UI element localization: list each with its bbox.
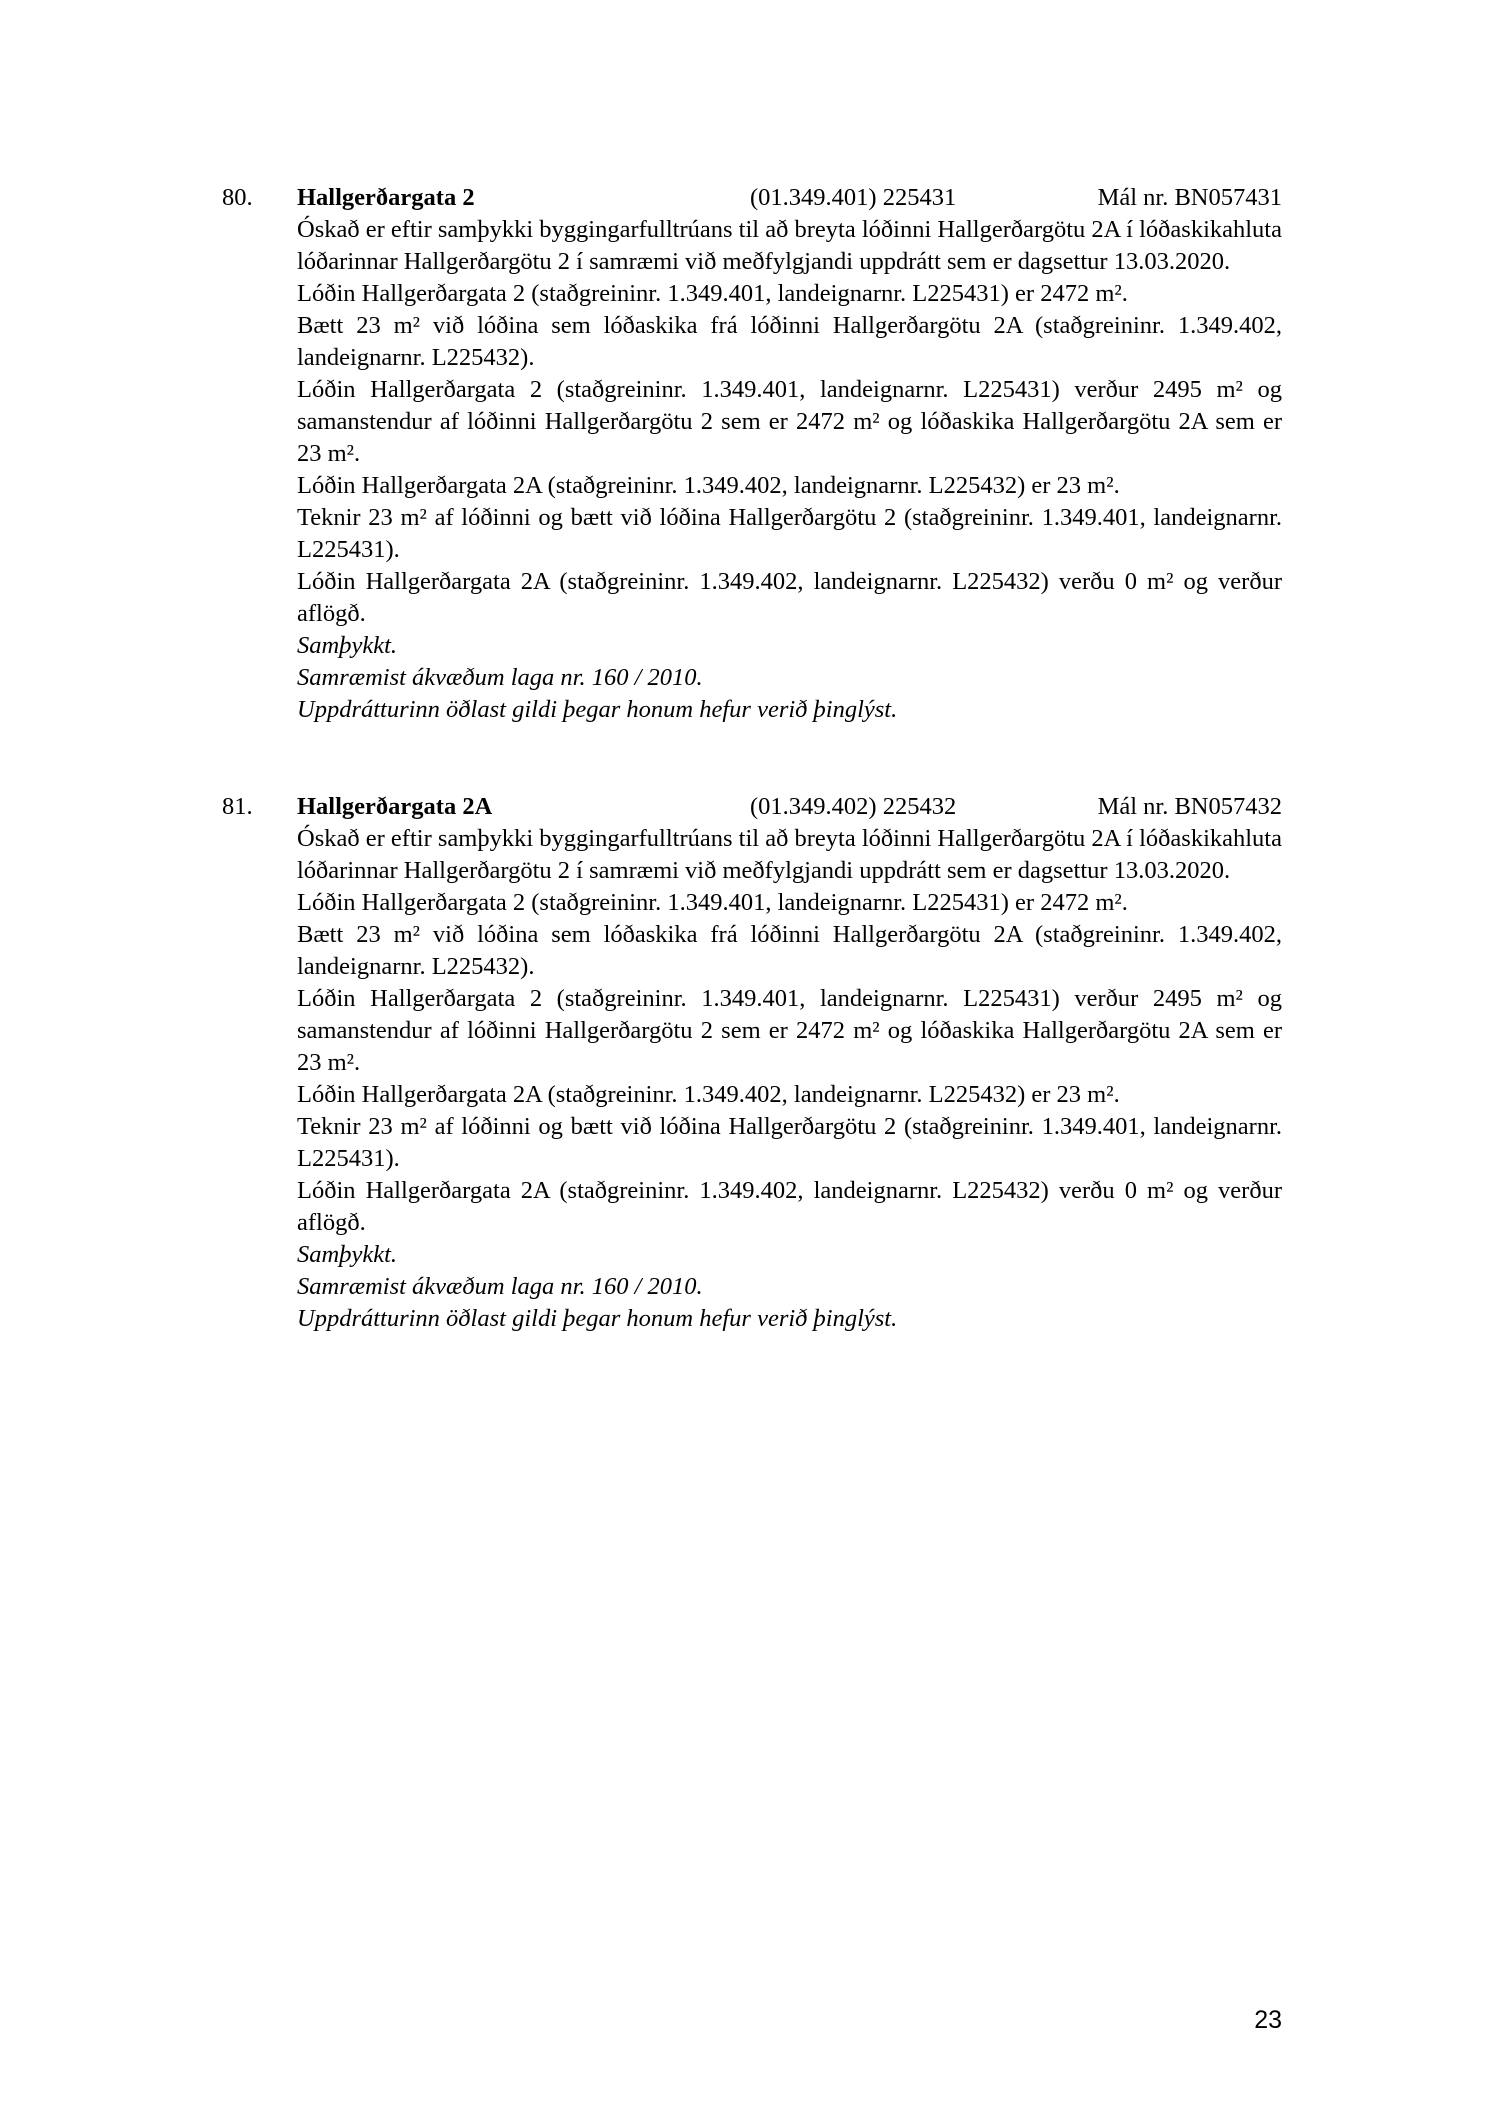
case-paragraph: Lóðin Hallgerðargata 2A (staðgreininr. 1.349.402, landeignarnr. L225432) verðu 0 m² og verður aflögð.	[297, 568, 1282, 627]
case-body	[297, 823, 1282, 1335]
case-paragraph: Lóðin Hallgerðargata 2A (staðgreininr. 1.349.402, landeignarnr. L225432) verðu 0 m² og verður aflögð.	[297, 1177, 1282, 1236]
case-paragraph: Teknir 23 m² af lóðinni og bætt við lóðina Hallgerðargötu 2 (staðgreininr. 1.349.401, landeignarnr. L225431).	[297, 504, 1282, 563]
case-number: 80.	[222, 184, 253, 211]
case-entry-80	[222, 182, 1282, 726]
page-number: 23	[1254, 2006, 1282, 2034]
case-paragraph: Lóðin Hallgerðargata 2 (staðgreininr. 1.349.401, landeignarnr. L225431) er 2472 m².	[297, 889, 1128, 916]
case-file-number: Mál nr. BN057432	[1097, 793, 1282, 820]
case-file-number: Mál nr. BN057431	[1097, 184, 1282, 211]
case-paragraph: Óskað er eftir samþykki byggingarfulltrúans til að breyta lóðinni Hallgerðargötu 2A í lóðaskikahluta lóðarinnar Hallgerðargötu 2 í samræmi við meðfylgjandi uppdrátt sem er dagsettur 13.03.2020.	[297, 825, 1282, 884]
decision-approved: Samþykkt.	[297, 1241, 397, 1268]
case-paragraph: Lóðin Hallgerðargata 2 (staðgreininr. 1.349.401, landeignarnr. L225431) verður 2495 m² og samanstendur af lóðinni Hallgerðargötu 2 sem er 2472 m² og lóðaskika Hallgerðargötu 2A sem er 23 m².	[297, 985, 1282, 1076]
case-header	[222, 791, 1282, 823]
case-reference: (01.349.402) 225432	[750, 793, 957, 820]
case-number: 81.	[222, 793, 253, 820]
case-paragraph: Bætt 23 m² við lóðina sem lóðaskika frá lóðinni Hallgerðargötu 2A (staðgreininr. 1.349.402, landeignarnr. L225432).	[297, 312, 1282, 371]
decision-registration-note: Uppdrátturinn öðlast gildi þegar honum hefur verið þinglýst.	[297, 1305, 898, 1332]
case-entry-81	[222, 791, 1282, 1335]
case-paragraph: Teknir 23 m² af lóðinni og bætt við lóðina Hallgerðargötu 2 (staðgreininr. 1.349.401, landeignarnr. L225431).	[297, 1113, 1282, 1172]
case-title: Hallgerðargata 2	[297, 184, 475, 211]
decision-law-reference: Samræmist ákvæðum laga nr. 160 / 2010.	[297, 1273, 703, 1300]
case-header	[222, 182, 1282, 214]
case-paragraph: Bætt 23 m² við lóðina sem lóðaskika frá lóðinni Hallgerðargötu 2A (staðgreininr. 1.349.402, landeignarnr. L225432).	[297, 921, 1282, 980]
decision-registration-note: Uppdrátturinn öðlast gildi þegar honum hefur verið þinglýst.	[297, 696, 898, 723]
case-paragraph: Lóðin Hallgerðargata 2A (staðgreininr. 1.349.402, landeignarnr. L225432) er 23 m².	[297, 472, 1120, 499]
case-body	[297, 214, 1282, 726]
decision-law-reference: Samræmist ákvæðum laga nr. 160 / 2010.	[297, 664, 703, 691]
case-title: Hallgerðargata 2A	[297, 793, 493, 820]
decision-approved: Samþykkt.	[297, 632, 397, 659]
case-paragraph: Lóðin Hallgerðargata 2 (staðgreininr. 1.349.401, landeignarnr. L225431) verður 2495 m² og samanstendur af lóðinni Hallgerðargötu 2 sem er 2472 m² og lóðaskika Hallgerðargötu 2A sem er 23 m².	[297, 376, 1282, 467]
case-paragraph: Lóðin Hallgerðargata 2 (staðgreininr. 1.349.401, landeignarnr. L225431) er 2472 m².	[297, 280, 1128, 307]
case-reference: (01.349.401) 225431	[750, 184, 957, 211]
case-paragraph: Lóðin Hallgerðargata 2A (staðgreininr. 1.349.402, landeignarnr. L225432) er 23 m².	[297, 1081, 1120, 1108]
case-paragraph: Óskað er eftir samþykki byggingarfulltrúans til að breyta lóðinni Hallgerðargötu 2A í lóðaskikahluta lóðarinnar Hallgerðargötu 2 í samræmi við meðfylgjandi uppdrátt sem er dagsettur 13.03.2020.	[297, 216, 1282, 275]
